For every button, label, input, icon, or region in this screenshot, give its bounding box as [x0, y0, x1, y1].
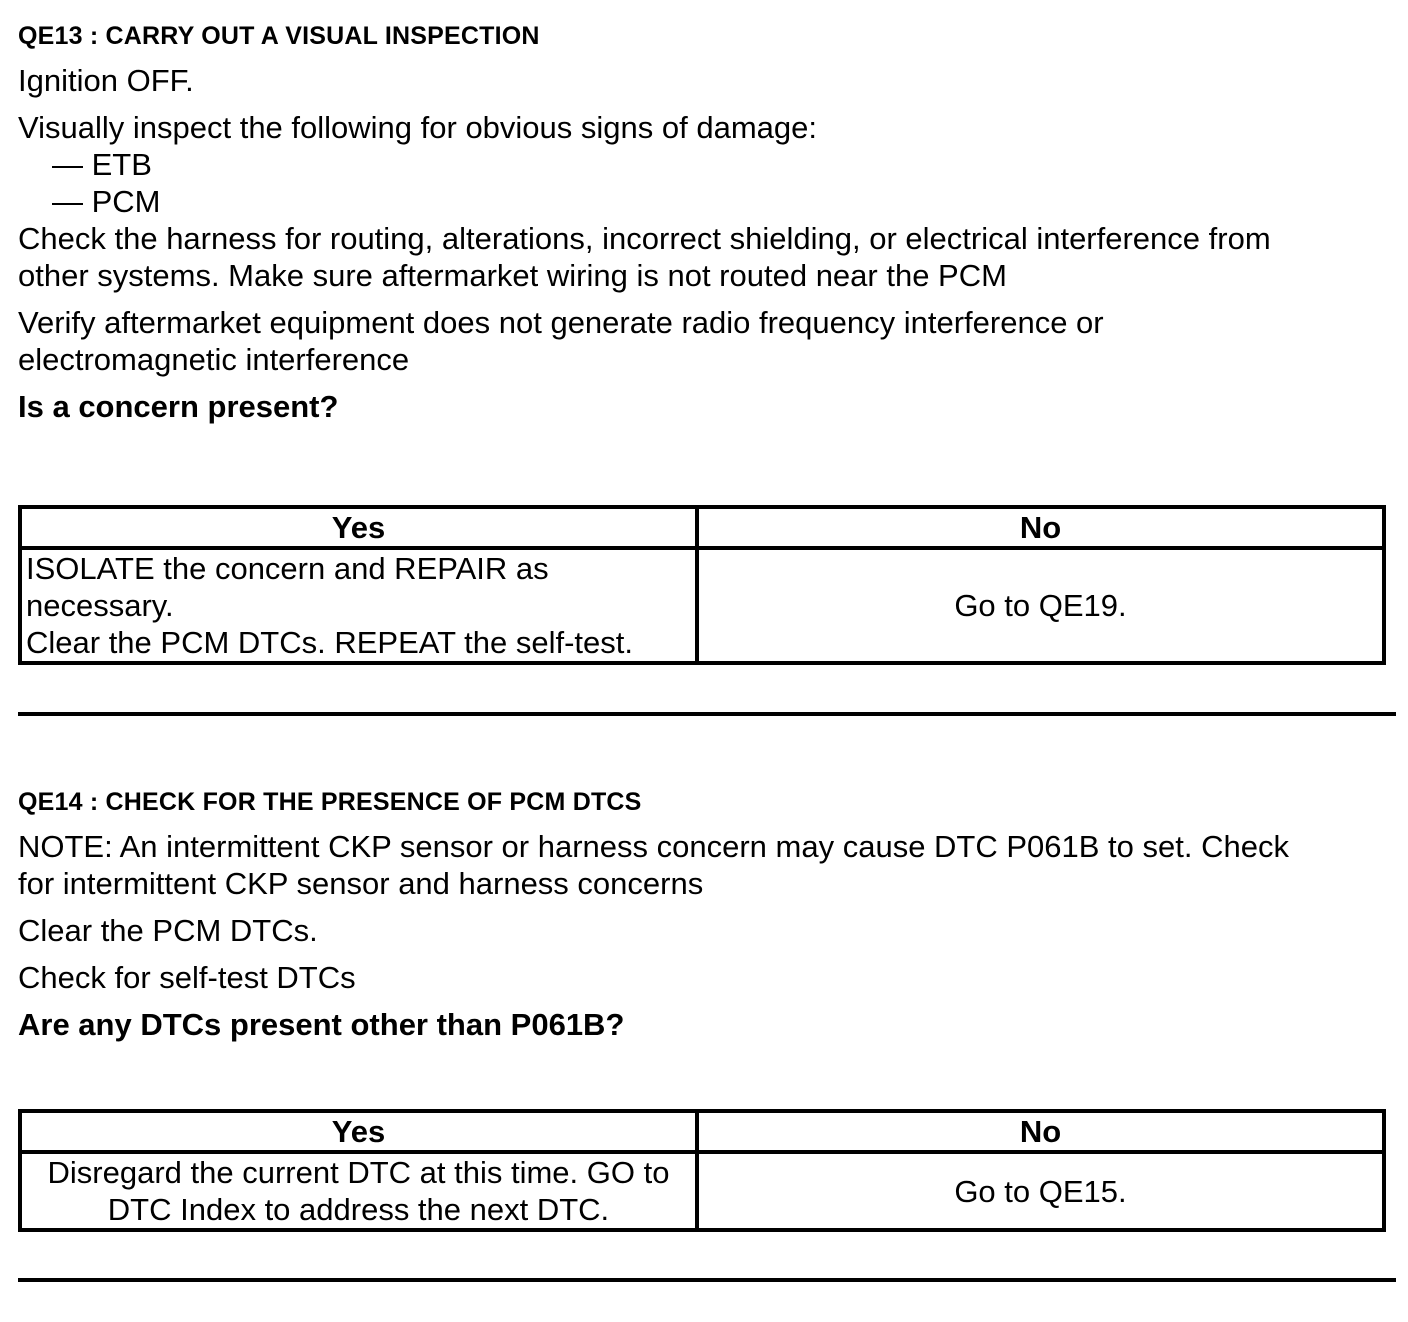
qe14-yes-cell	[20, 1152, 697, 1230]
qe14-yes-line-1: Disregard the current DTC at this time. GO to	[47, 1155, 670, 1190]
qe14-yes-line-2: DTC Index to address the next DTC.	[107, 1192, 610, 1227]
qe13-no-cell: Go to QE19.	[697, 548, 1384, 663]
section-divider	[18, 712, 1396, 716]
qe13-yes-line-2: necessary.	[26, 588, 174, 623]
qe13-no-header: No	[697, 507, 1384, 548]
qe14-step-check-dtcs: Check for self-test DTCs	[18, 960, 356, 995]
qe13-question: Is a concern present?	[18, 389, 339, 424]
qe13-harness-line-2: other systems. Make sure aftermarket wiring is not routed near the PCM	[18, 258, 1007, 293]
qe13-yes-line-3: Clear the PCM DTCs. REPEAT the self-test.	[26, 625, 633, 660]
qe14-no-cell: Go to QE15.	[697, 1152, 1384, 1230]
qe13-yes-line-1: ISOLATE the concern and REPAIR as	[26, 551, 549, 586]
qe14-note	[18, 828, 1390, 902]
inspect-item-pcm: — PCM	[52, 184, 161, 219]
qe13-decision-table	[18, 505, 1386, 665]
qe14-no-header: No	[697, 1111, 1384, 1152]
qe13-inspect-list	[18, 146, 1390, 220]
section-divider-bottom	[18, 1278, 1396, 1282]
qe14-note-line-1: NOTE: An intermittent CKP sensor or harness concern may cause DTC P061B to set. Check	[18, 829, 1289, 864]
qe13-aftermarket-line-1: Verify aftermarket equipment does not generate radio frequency interference or	[18, 305, 1104, 340]
qe13-table-body-row	[20, 548, 1384, 663]
qe14-decision-table	[18, 1109, 1386, 1232]
qe14-question: Are any DTCs present other than P061B?	[18, 1007, 625, 1042]
qe14-table-header-row	[20, 1111, 1384, 1152]
qe13-heading: QE13 : CARRY OUT A VISUAL INSPECTION	[18, 22, 540, 50]
qe13-harness-line-1: Check the harness for routing, alterations, incorrect shielding, or electrical interference from	[18, 221, 1271, 256]
qe13-section	[18, 20, 1390, 425]
qe13-yes-header: Yes	[20, 507, 697, 548]
qe13-step-ignition: Ignition OFF.	[18, 63, 194, 98]
qe13-step-aftermarket	[18, 304, 1390, 378]
qe14-yes-header: Yes	[20, 1111, 697, 1152]
inspect-item-etb: — ETB	[52, 147, 152, 182]
qe13-step-harness	[18, 220, 1390, 294]
qe13-step-visual-inspect: Visually inspect the following for obvious signs of damage:	[18, 110, 817, 145]
qe14-note-line-2: for intermittent CKP sensor and harness concerns	[18, 866, 704, 901]
qe13-aftermarket-line-2: electromagnetic interference	[18, 342, 410, 377]
qe14-section	[18, 786, 1390, 1043]
qe13-yes-cell	[20, 548, 697, 663]
qe13-table-header-row	[20, 507, 1384, 548]
qe14-heading: QE14 : CHECK FOR THE PRESENCE OF PCM DTCS	[18, 788, 642, 816]
qe14-table-body-row	[20, 1152, 1384, 1230]
qe14-step-clear-dtcs: Clear the PCM DTCs.	[18, 913, 318, 948]
